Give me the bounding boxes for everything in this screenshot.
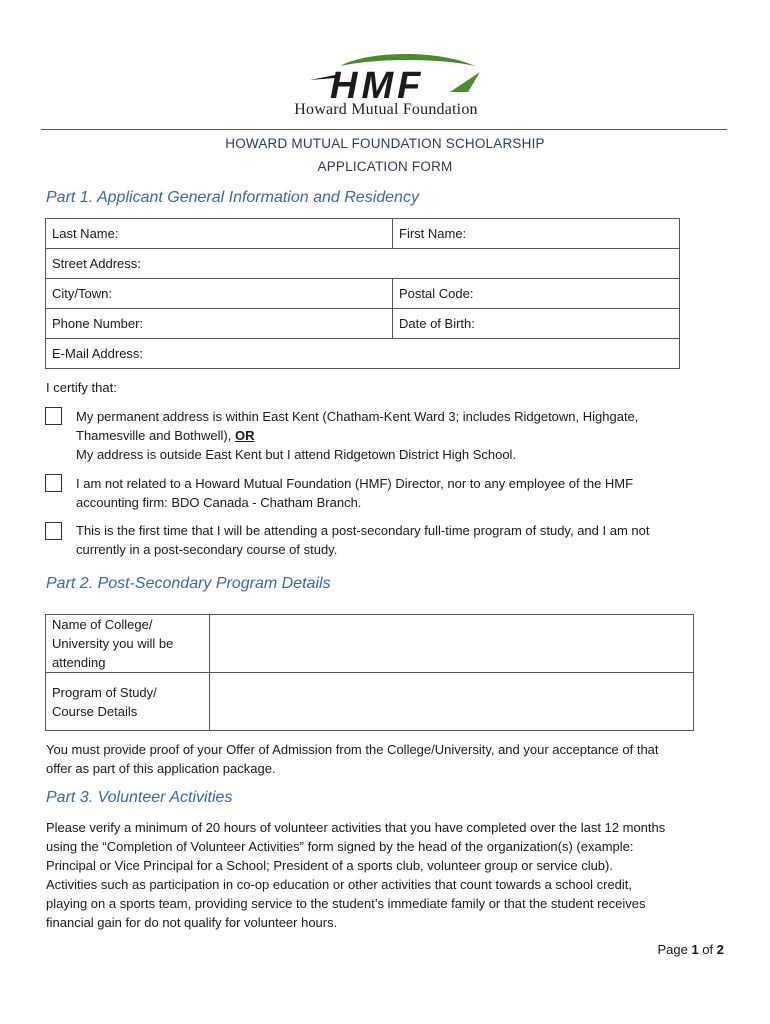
phone-number-label: Phone Number: — [52, 316, 144, 331]
applicant-info-table — [45, 218, 680, 369]
first-name-label: First Name: — [399, 226, 467, 241]
residency-checkbox[interactable] — [45, 407, 62, 425]
volunteer-line: playing on a sports team, providing service to the student’s immediate family or that the student receives — [46, 896, 646, 911]
part2-heading: Part 2. Post-Secondary Program Details — [46, 575, 331, 592]
postal-code-field[interactable] — [393, 279, 680, 309]
form-title-line1: HOWARD MUTUAL FOUNDATION SCHOLARSHIP — [225, 136, 545, 151]
residency-line3: My address is outside East Kent but I attend Ridgetown District High School. — [76, 447, 517, 462]
college-label-line2: University you will be — [52, 636, 174, 651]
program-of-study-input[interactable] — [210, 673, 694, 731]
volunteer-line: Please verify a minimum of 20 hours of volunteer activities that you have completed over the last 12 months — [46, 820, 666, 835]
city-town-label: City/Town: — [52, 286, 112, 301]
admission-note-line1: You must provide proof of your Offer of Admission from the College/University, and your acceptance of that — [46, 742, 659, 757]
date-of-birth-label: Date of Birth: — [399, 316, 475, 331]
residency-statement — [76, 407, 638, 464]
part3-heading: Part 3. Volunteer Activities — [46, 789, 233, 806]
hmf-logo-mark-icon — [300, 52, 510, 104]
page-total: 2 — [716, 942, 724, 957]
program-label-line2: Course Details — [52, 703, 138, 719]
residency-line1: My permanent address is within East Kent (Chatham-Kent Ward 3; includes Ridgetown, Highgate, — [76, 409, 639, 424]
college-label-line1: Name of College/ — [52, 617, 153, 632]
part1-heading: Part 1. Applicant General Information and Residency — [46, 189, 419, 206]
volunteer-line: using the “Completion of Volunteer Activities” form signed by the head of the organization(s) (example: — [46, 839, 634, 854]
program-label-line1: Program of Study/ — [52, 684, 157, 700]
page-word: Page — [657, 942, 688, 957]
not-related-checkbox[interactable] — [45, 474, 62, 492]
admission-note-line2: offer as part of this application package. — [46, 761, 276, 776]
street-address-field[interactable] — [46, 249, 680, 279]
form-title-line2: APPLICATION FORM — [317, 159, 453, 174]
not-related-line1: I am not related to a Howard Mutual Foundation (HMF) Director, nor to any employee of the HMF — [76, 476, 634, 491]
header-divider — [41, 129, 727, 130]
email-address-field[interactable] — [46, 339, 680, 369]
not-related-line2: accounting firm: BDO Canada - Chatham Branch. — [76, 495, 362, 510]
date-of-birth-field[interactable] — [393, 309, 680, 339]
volunteer-line: Principal or Vice Principal for a School; President of a sports club, volunteer group or service club). — [46, 858, 613, 873]
college-name-label-cell — [46, 615, 210, 673]
residency-line2-text: Thamesville and Bothwell), — [76, 428, 235, 443]
page-current: 1 — [691, 942, 699, 957]
not-related-statement — [76, 474, 633, 512]
program-label-cell — [46, 673, 210, 731]
volunteer-line: financial gain for do not qualify for volunteer hours. — [46, 915, 338, 930]
last-name-label: Last Name: — [52, 226, 119, 241]
svg-text:HMF: HMF — [330, 65, 425, 104]
email-address-label: E-Mail Address: — [52, 346, 144, 361]
first-time-statement — [76, 521, 649, 559]
college-label-line3: attending — [52, 655, 106, 670]
postal-code-label: Postal Code: — [399, 286, 474, 301]
phone-number-field[interactable] — [46, 309, 393, 339]
residency-line2 — [76, 426, 638, 445]
college-name-input[interactable] — [210, 615, 694, 673]
org-name: Howard Mutual Foundation — [294, 101, 478, 118]
first-time-checkbox[interactable] — [45, 522, 62, 540]
first-name-field[interactable] — [393, 219, 680, 249]
page-number — [657, 942, 724, 957]
or-emphasis: OR — [234, 428, 255, 443]
volunteer-line: Activities such as participation in co-op education or other activities that count towards a school credit, — [46, 877, 633, 892]
first-time-line2: currently in a post-secondary course of study. — [76, 542, 338, 557]
city-town-field[interactable] — [46, 279, 393, 309]
admission-proof-note — [46, 740, 659, 778]
page-of-word: of — [702, 942, 714, 957]
volunteer-paragraph — [46, 818, 665, 932]
street-address-label: Street Address: — [52, 256, 141, 271]
last-name-field[interactable] — [46, 219, 393, 249]
program-details-table — [45, 614, 694, 731]
first-time-line1: This is the first time that I will be attending a post-secondary full-time program of study, and I am not — [76, 523, 650, 538]
certify-label: I certify that: — [46, 380, 117, 395]
